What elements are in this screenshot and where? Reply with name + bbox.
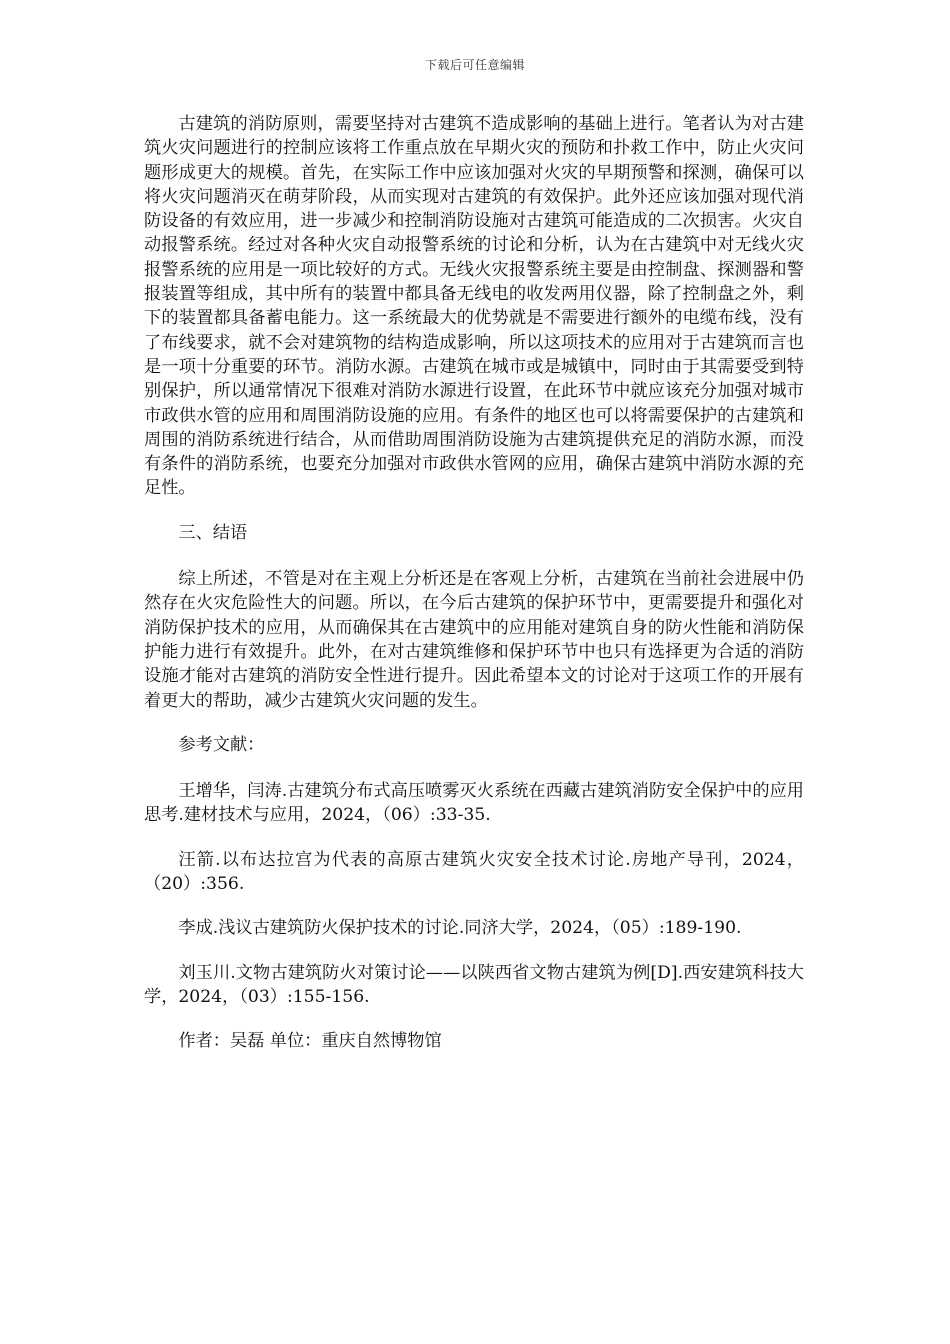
reference-item-3: 李成.浅议古建筑防火保护技术的讨论.同济大学，2024，（05）:189-190. [178,918,742,939]
body-paragraph-2: 综上所述，不管是对在主观上分析还是在客观上分析，古建筑在当前社会进展中仍然存在火灾危险性大的问题。所以，在今后古建筑的保护环节中，更需要提升和强化对消防保护技术的应用，从而确保其在古建筑中的应用能对建筑自身的防火性能和消防保护能力进行有效提升。此外，在对古建筑维修和保护环节中也只有选择更为合适的消防设施才能对古建筑的消防安全性进行提升。因此希望本文的讨论对于这项工作的开展有着更大的帮助，减少古建筑火灾问题的发生。 [144,569,804,711]
reference-item-4: 刘玉川.文物古建筑防火对策讨论——以陕西省文物古建筑为例[D].西安建筑科技大学，2024，（03）:155-156. [144,962,804,1007]
section-heading-conclusion: 三、结语 [178,522,248,543]
document-body [144,112,804,1074]
page-header: 下载后可任意编辑 [424,58,525,72]
author-line: 作者：吴磊 单位：重庆自然博物馆 [178,1031,442,1052]
reference-item-1: 王增华，闫涛.古建筑分布式高压喷雾灭火系统在西藏古建筑消防安全保护中的应用思考.建材技术与应用，2024，（06）:33-35. [144,781,804,826]
reference-item-2: 汪箭.以布达拉宫为代表的高原古建筑火灾安全技术讨论.房地产导刊，2024，（20）:356. [144,849,804,895]
references-heading: 参考文献： [178,734,265,755]
body-paragraph-1: 古建筑的消防原则，需要坚持对古建筑不造成影响的基础上进行。笔者认为对古建筑火灾问题进行的控制应该将工作重点放在早期火灾的预防和扑救工作中，防止火灾问题形成更大的规模。首先，在实际工作中应该加强对火灾的早期预警和探测，确保可以将火灾问题消灭在萌芽阶段，从而实现对古建筑的有效保护。此外还应该加强对现代消防设备的有效应用，进一步减少和控制消防设施对古建筑可能造成的二次损害。火灾自动报警系统。经过对各种火灾自动报警系统的讨论和分析，认为在古建筑中对无线火灾报警系统的应用是一项比较好的方式。无线火灾报警系统主要是由控制盘、探测器和警报装置等组成，其中所有的装置中都具备无线电的收发两用仪器，除了控制盘之外，剩下的装置都具备蓄电能力。这一系统最大的优势就是不需要进行额外的电缆布线，没有了布线要求，就不会对建筑物的结构造成影响，所以这项技术的应用对于古建筑而言也是一项十分重要的环节。消防水源。古建筑在城市或是城镇中，同时由于其需要受到特别保护，所以通常情况下很难对消防水源进行设置，在此环节中就应该充分加强对城市市政供水管的应用和周围消防设施的应用。有条件的地区也可以将需要保护的古建筑和周围的消防系统进行结合，从而借助周围消防设施为古建筑提供充足的消防水源，而没有条件的消防系统，也要充分加强对市政供水管网的应用，确保古建筑中消防水源的充足性。 [144,114,804,499]
